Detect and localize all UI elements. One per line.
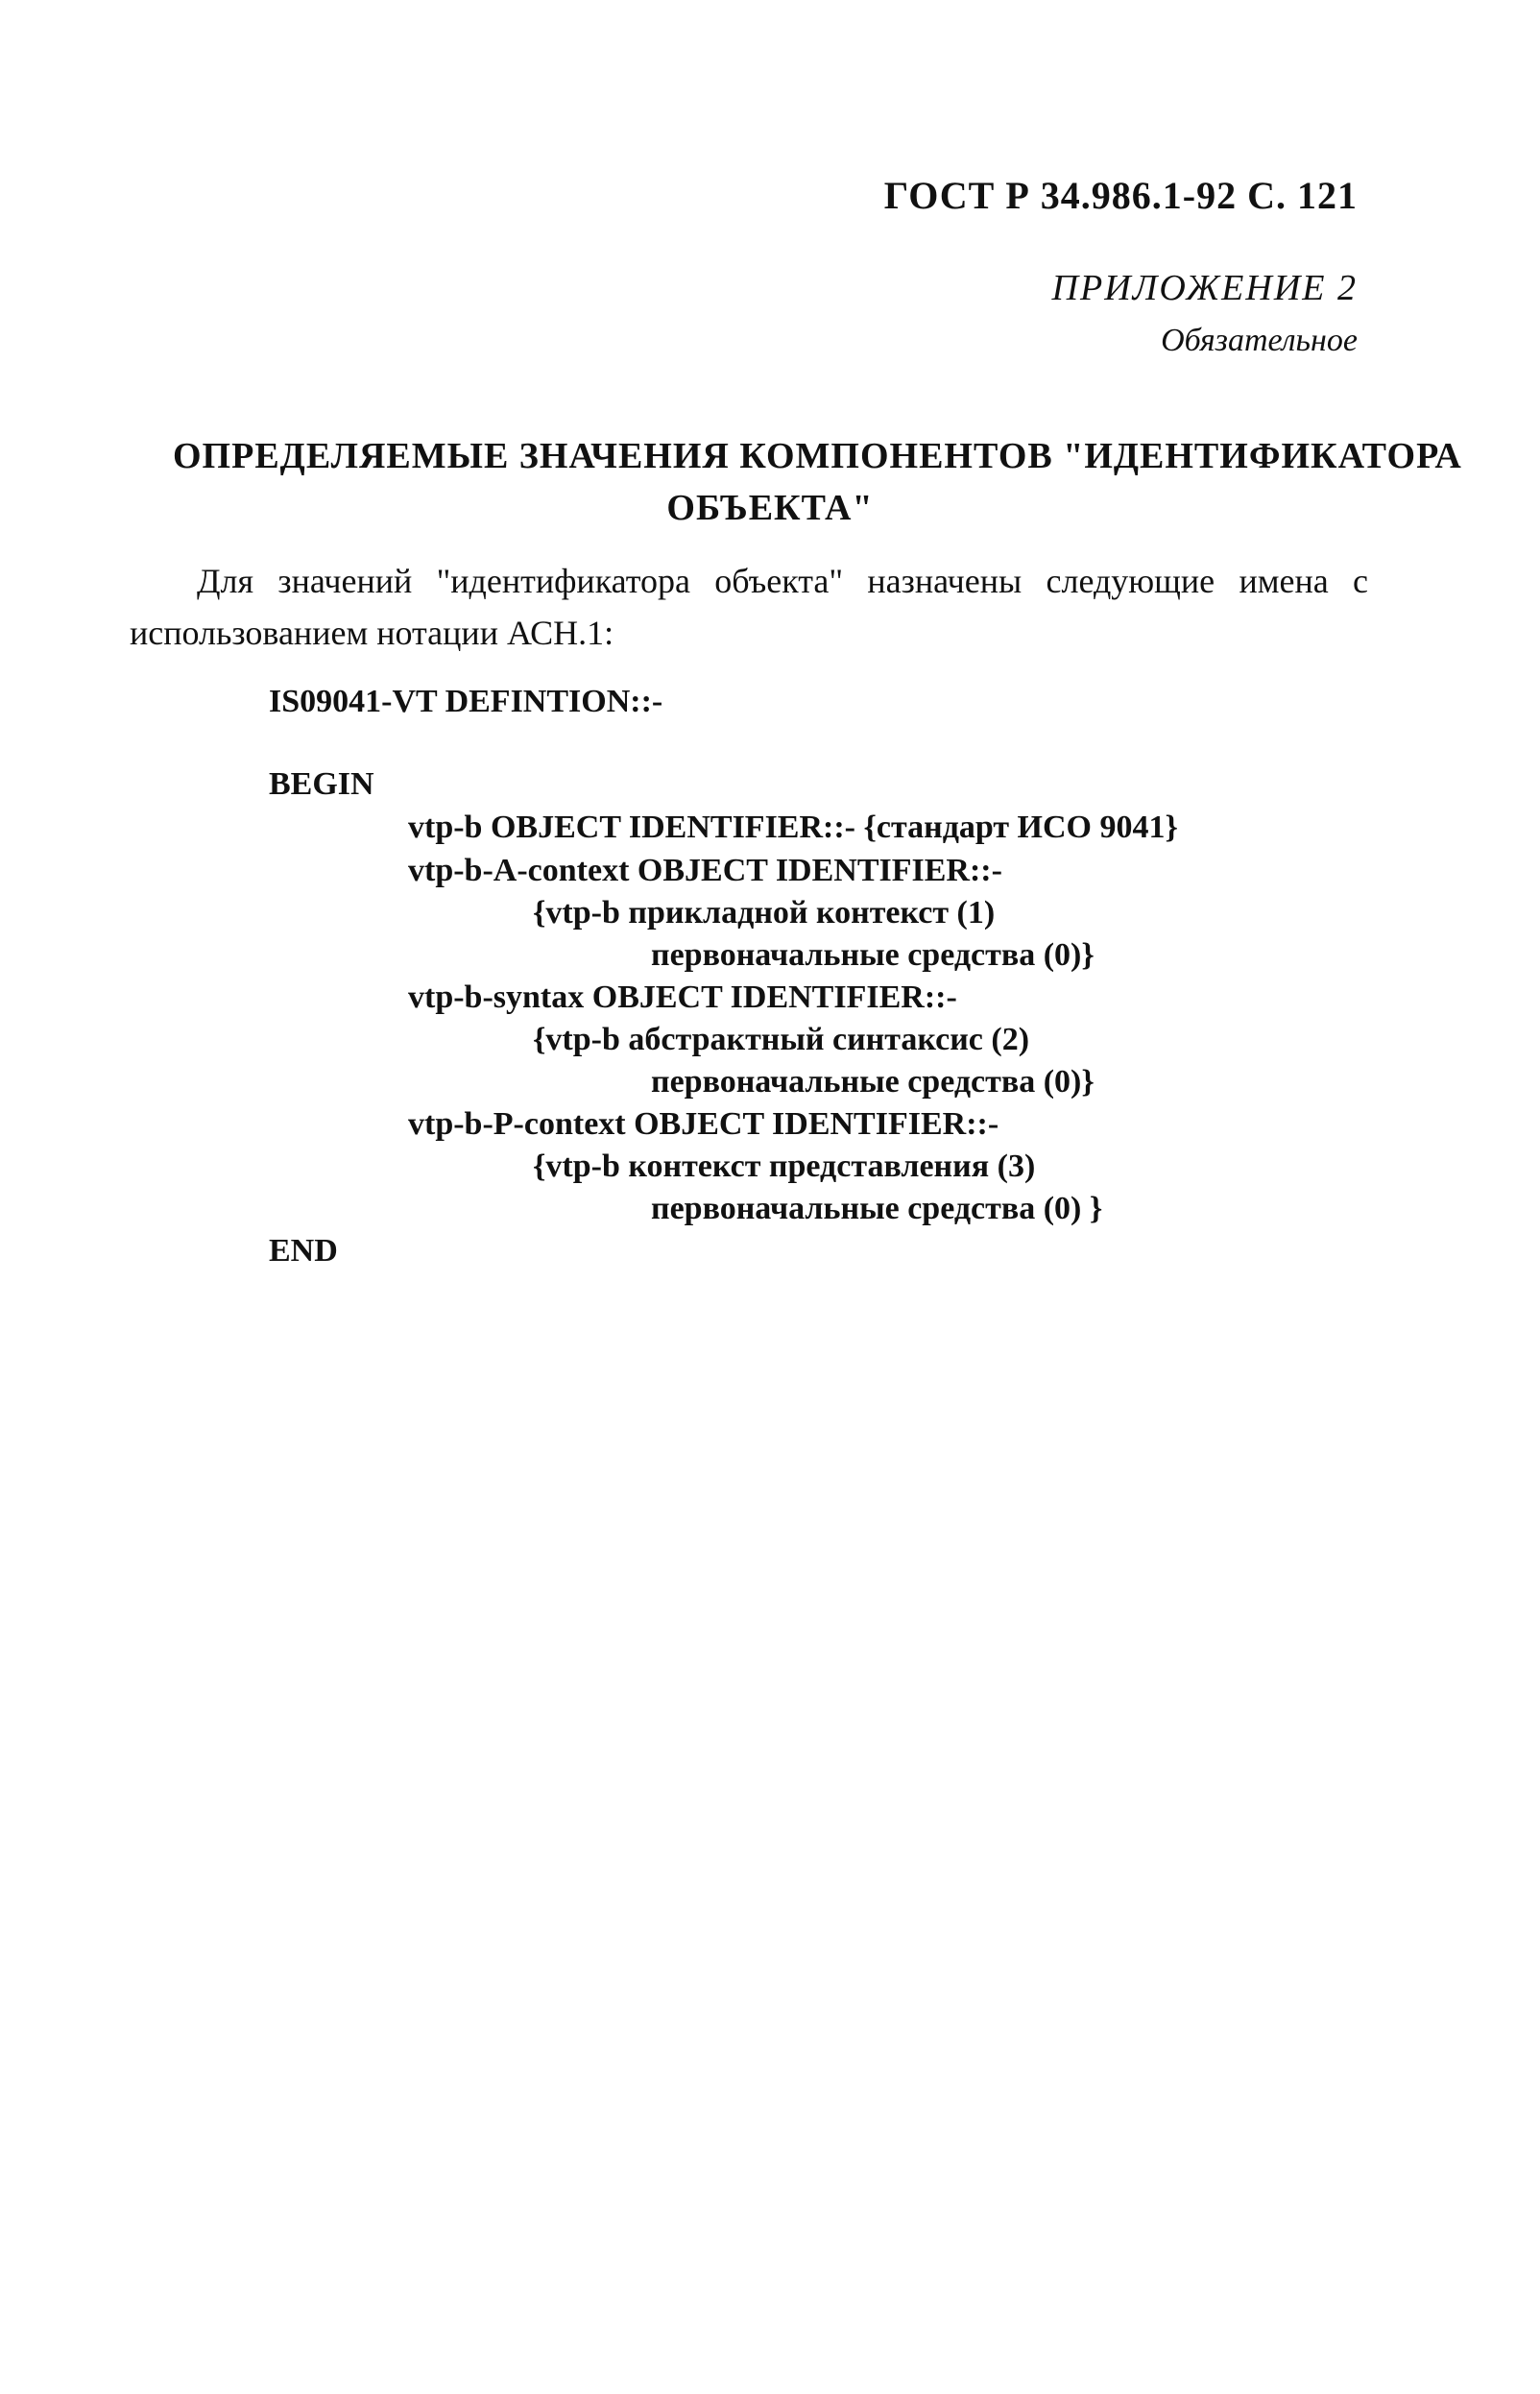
module-begin: BEGIN xyxy=(269,766,374,802)
section-title xyxy=(173,430,1462,534)
page-header: ГОСТ Р 34.986.1-92 С. 121 xyxy=(883,174,1358,217)
intro-line-1: Для значений "идентификатора объекта" назначены следующие имена с xyxy=(197,562,1368,600)
appendix-status: Обязательное xyxy=(1161,323,1358,358)
code-line: первоначальные средства (0) } xyxy=(651,1191,1103,1226)
appendix-label: ПРИЛОЖЕНИЕ 2 xyxy=(1051,268,1358,308)
code-line: vtp-b OBJECT IDENTIFIER::- {стандарт ИСО 9041} xyxy=(408,810,1178,845)
code-line: {vtp-b абстрактный синтаксис (2) xyxy=(533,1022,1030,1057)
code-line: vtp-b-syntax OBJECT IDENTIFIER::- xyxy=(408,979,957,1015)
code-line: первоначальные средства (0)} xyxy=(651,1064,1095,1100)
code-line: vtp-b-A-context OBJECT IDENTIFIER::- xyxy=(408,853,1002,888)
module-end: END xyxy=(269,1233,338,1269)
code-line: первоначальные средства (0)} xyxy=(651,937,1095,973)
module-definition: IS09041-VT DEFINTION::- xyxy=(269,684,663,719)
code-line: {vtp-b прикладной контекст (1) xyxy=(533,895,996,931)
intro-paragraph xyxy=(130,555,1368,659)
section-title-line-1: ОПРЕДЕЛЯЕМЫЕ ЗНАЧЕНИЯ КОМПОНЕНТОВ "ИДЕНТИФИКАТОРА xyxy=(173,436,1462,476)
code-line: {vtp-b контекст представления (3) xyxy=(533,1149,1036,1184)
intro-line-2: использованием нотации АСН.1: xyxy=(130,614,614,652)
section-title-line-2: ОБЪЕКТА" xyxy=(666,488,874,528)
code-line: vtp-b-P-context OBJECT IDENTIFIER::- xyxy=(408,1106,999,1142)
